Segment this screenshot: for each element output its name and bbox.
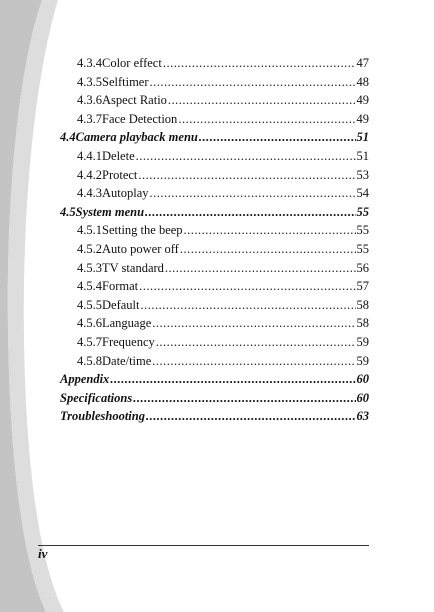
toc-entry-title: Aspect Ratio <box>102 93 167 108</box>
toc-entry[interactable] <box>77 316 369 331</box>
toc-entry[interactable] <box>77 56 369 71</box>
toc-entry[interactable] <box>77 335 369 350</box>
toc-entry-title: Language <box>102 316 152 331</box>
toc-entry-number: 4.5.6 <box>77 316 102 331</box>
toc-entry-number: 4.5.8 <box>77 353 102 368</box>
toc-entry-number: 4.3.4 <box>77 56 102 70</box>
toc-entry-page: 55 <box>356 242 369 256</box>
toc-entry-title: Setting the beep <box>102 223 183 238</box>
toc-entry-page: 60 <box>356 372 369 387</box>
toc-entry-title: System menu <box>75 204 145 219</box>
toc-entry-page: 63 <box>356 409 369 424</box>
toc-entry-number: 4.3.7 <box>77 111 102 126</box>
toc-entry-number: 4.5.7 <box>77 335 102 349</box>
toc-entry-number: 4.5 <box>60 204 76 219</box>
toc-entry-page: 49 <box>356 111 369 126</box>
toc-entry-title: Date/time <box>102 353 152 368</box>
toc-entry[interactable] <box>77 298 369 313</box>
toc-entry-page: 56 <box>356 260 369 275</box>
toc-entry-page: 54 <box>356 186 369 201</box>
toc-entry-page: 55 <box>356 204 369 219</box>
toc-entry[interactable] <box>77 261 369 276</box>
toc-entry-title: Selftimer <box>102 74 149 89</box>
toc-entry-number: 4.4.3 <box>77 186 102 201</box>
toc-entry[interactable] <box>77 149 369 164</box>
toc-entry-number: 4.5.4 <box>77 279 102 294</box>
toc-dot-leader <box>150 186 356 201</box>
toc-entry-title: Face Detection <box>102 111 178 126</box>
toc-entry-page: 60 <box>356 390 369 405</box>
toc-entry-page: 49 <box>356 93 369 108</box>
toc-dot-leader <box>152 316 355 331</box>
toc-dot-leader <box>156 335 356 350</box>
toc-dot-leader <box>180 242 356 257</box>
toc-entry-number: 4.5.2 <box>77 242 102 256</box>
footer-rule <box>38 545 369 546</box>
toc-dot-leader <box>140 298 355 313</box>
toc-dot-leader <box>199 130 356 145</box>
toc-entry-page: 47 <box>356 56 369 70</box>
toc-entry-page: 58 <box>356 297 369 312</box>
toc-entry[interactable] <box>77 186 369 201</box>
toc-entry-title: Autoplay <box>102 186 149 201</box>
toc-entry[interactable] <box>77 223 369 238</box>
toc-entry-number: 4.4.1 <box>77 149 102 163</box>
toc-dot-leader <box>163 56 356 71</box>
toc-entry[interactable] <box>77 112 369 127</box>
toc-entry[interactable] <box>60 409 369 424</box>
toc-entry-page: 59 <box>356 353 369 368</box>
toc-dot-leader <box>145 205 355 220</box>
toc-entry-page: 55 <box>356 223 369 238</box>
toc-entry[interactable] <box>77 93 369 108</box>
toc-dot-leader <box>184 223 356 238</box>
toc-entry-page: 57 <box>356 279 369 294</box>
toc-entry-number: 4.4 <box>60 130 76 145</box>
toc-entry-number: 4.4.2 <box>77 167 102 182</box>
toc-entry-page: 59 <box>356 335 369 349</box>
toc-entry-number: 4.5.1 <box>77 223 102 238</box>
footer-page-number: iv <box>38 546 48 561</box>
toc-entry-title: Delete <box>102 149 135 163</box>
toc-dot-leader <box>150 75 356 90</box>
toc-entry-title: Appendix <box>60 372 110 387</box>
toc-dot-leader <box>146 409 356 424</box>
toc-dot-leader <box>139 279 355 294</box>
toc-entry-title: Troubleshooting <box>60 409 145 424</box>
toc-entry-page: 48 <box>356 74 369 89</box>
toc-entry-title: Specifications <box>60 390 133 405</box>
toc-entry[interactable] <box>77 279 369 294</box>
toc-entry-title: TV standard <box>102 260 164 275</box>
toc-entry[interactable] <box>77 168 369 183</box>
toc-entry-page: 51 <box>356 130 369 145</box>
toc-entry-number: 4.3.6 <box>77 93 102 108</box>
toc-entry[interactable] <box>77 354 369 369</box>
toc-dot-leader <box>133 391 355 406</box>
toc-entry-title: Default <box>102 297 140 312</box>
toc-entry-number: 4.5.3 <box>77 260 102 275</box>
toc-entry-title: Camera playback menu <box>75 130 198 145</box>
toc-entry[interactable] <box>60 391 369 406</box>
toc-entry[interactable] <box>60 205 369 220</box>
toc-dot-leader <box>138 168 355 183</box>
toc-dot-leader <box>165 261 356 276</box>
toc-entry-page: 51 <box>356 149 369 163</box>
toc-dot-leader <box>168 93 356 108</box>
toc-entry[interactable] <box>77 242 369 257</box>
toc-entry[interactable] <box>77 75 369 90</box>
toc-entry-page: 53 <box>356 167 369 182</box>
toc-entry-title: Color effect <box>102 56 162 70</box>
toc-dot-leader <box>136 149 356 164</box>
toc-entry-title: Auto power off <box>102 242 179 256</box>
toc-entry-title: Format <box>102 279 139 294</box>
toc-entry-title: Frequency <box>102 335 155 349</box>
toc-entry-number: 4.3.5 <box>77 74 102 89</box>
toc-dot-leader <box>152 354 355 369</box>
toc-entry[interactable] <box>60 372 369 387</box>
toc-entry-number: 4.5.5 <box>77 297 102 312</box>
toc-dot-leader <box>178 112 355 127</box>
toc-entry-page: 58 <box>356 316 369 331</box>
toc-dot-leader <box>110 372 355 387</box>
toc-entry[interactable] <box>60 130 369 145</box>
toc-entry-title: Protect <box>102 167 138 182</box>
